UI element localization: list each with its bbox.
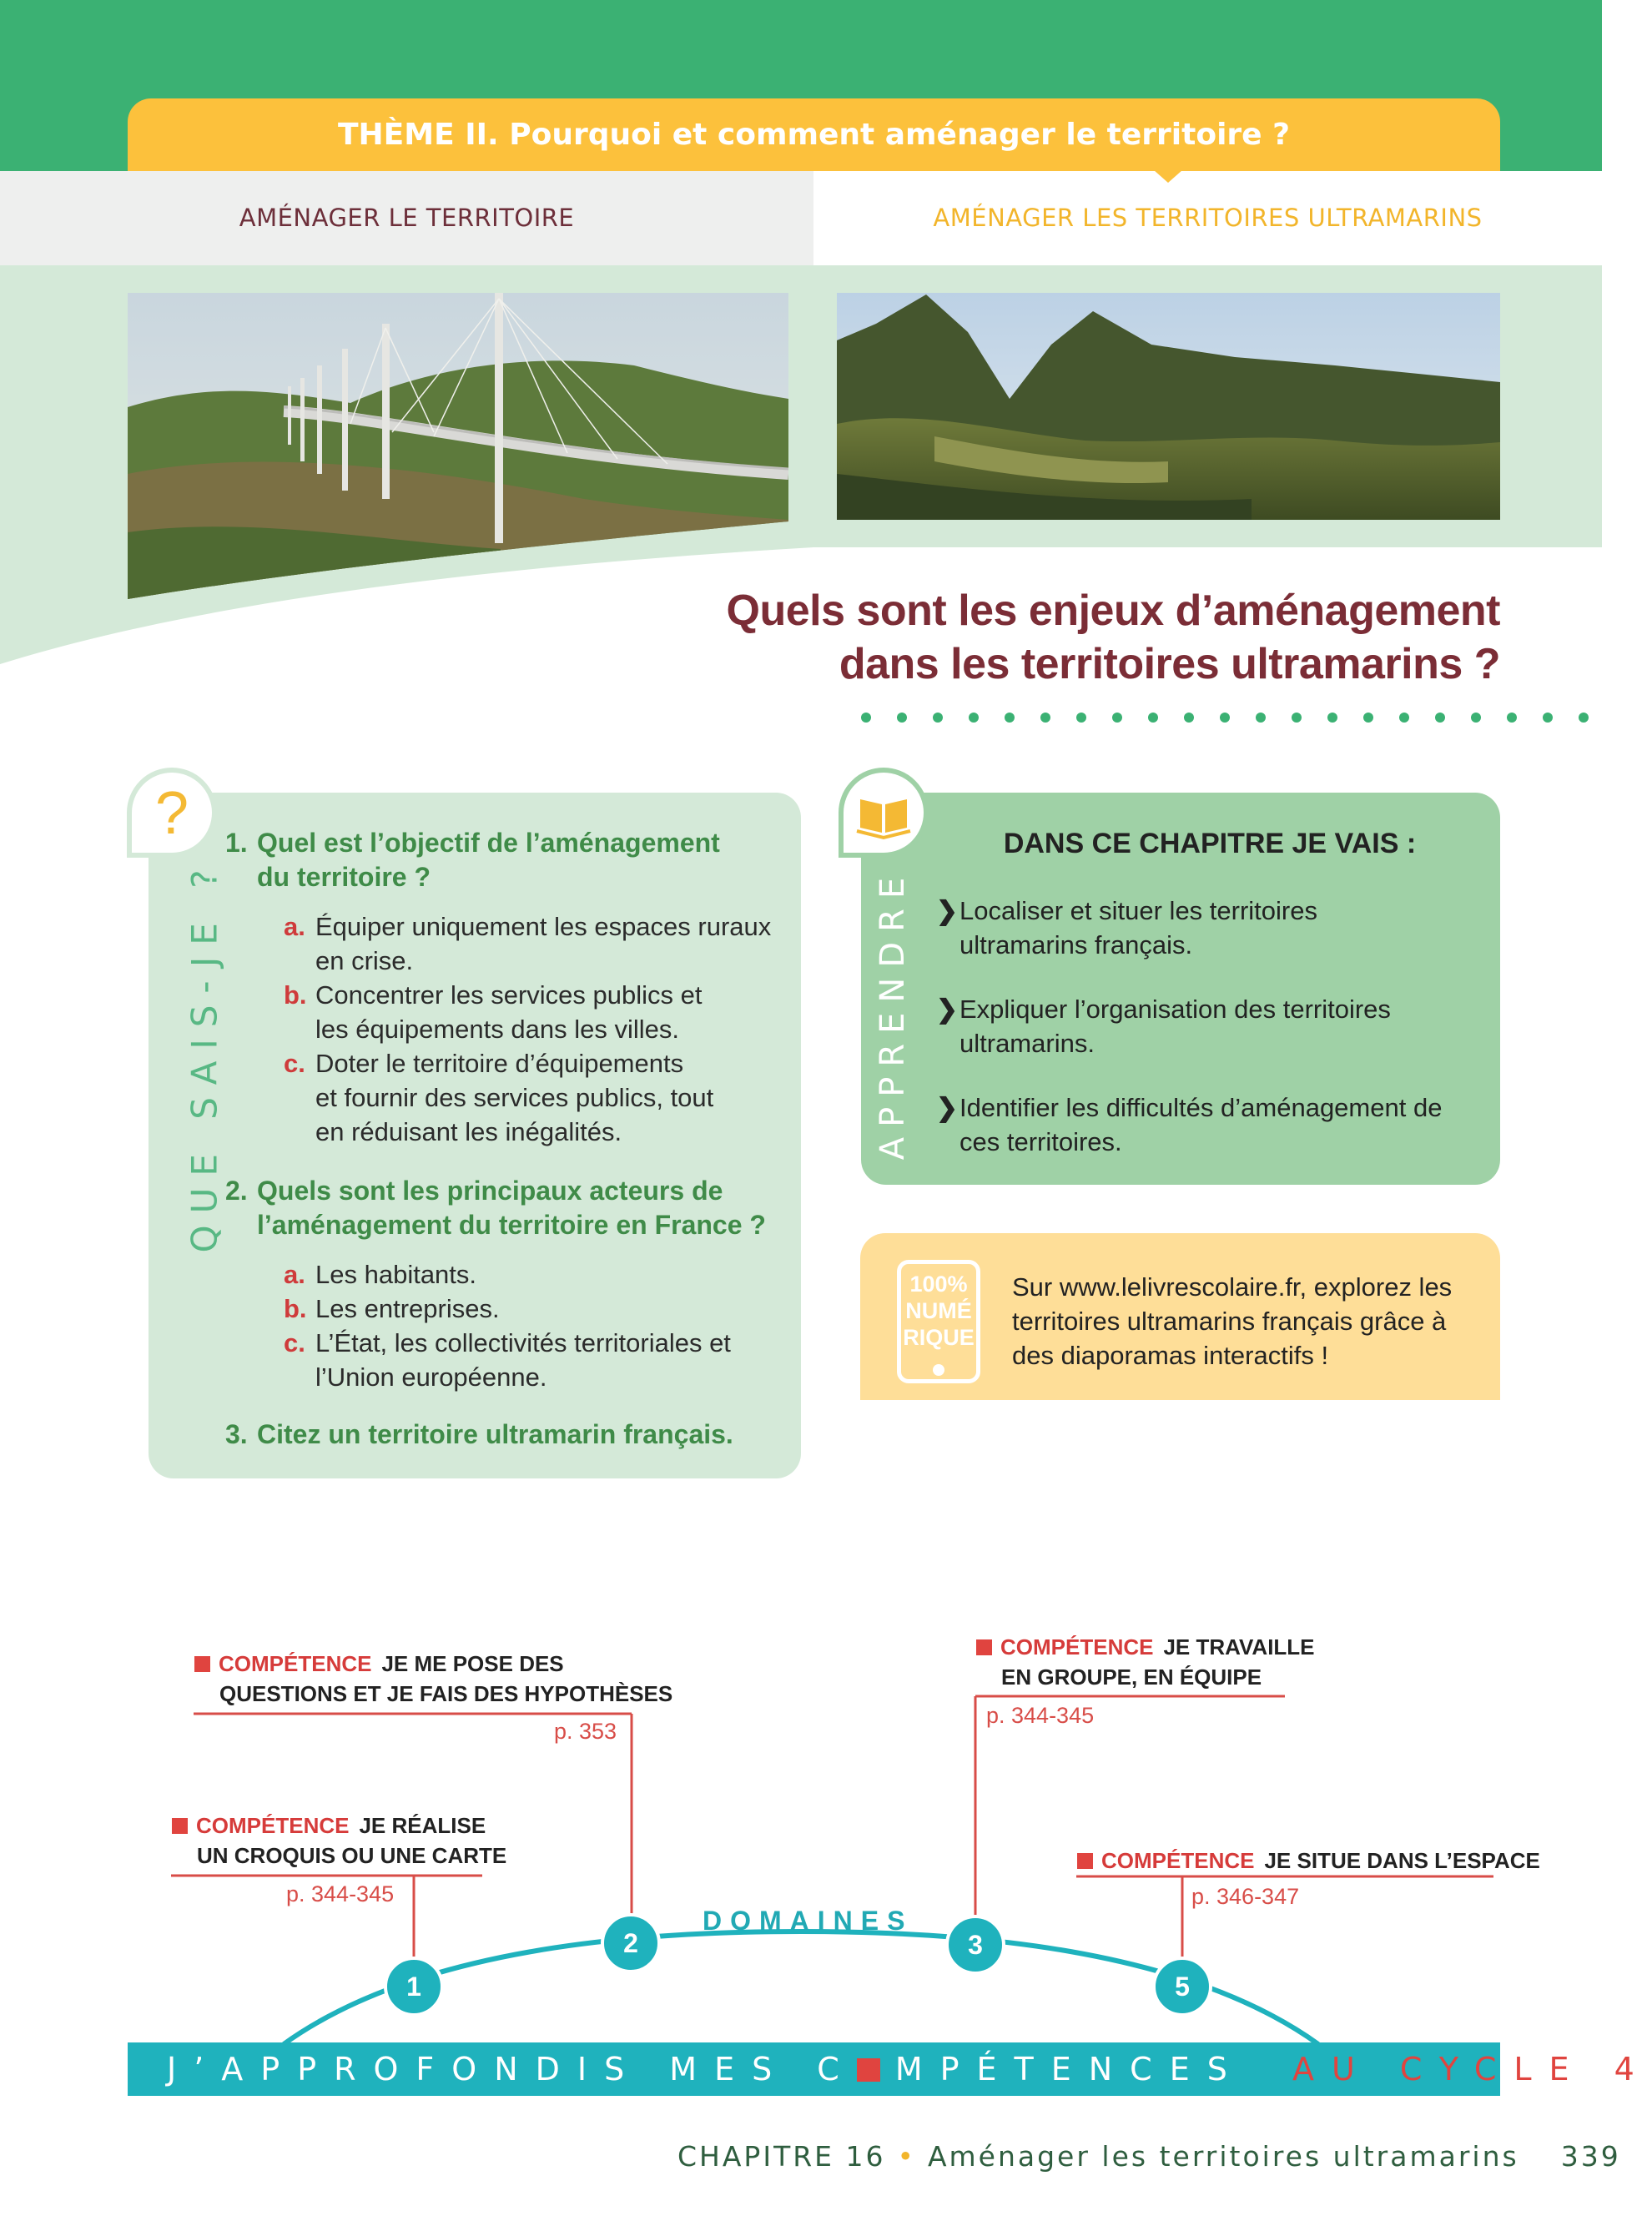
- divider-dot: [1220, 713, 1230, 723]
- competence-hypotheses: COMPÉTENCE JE ME POSE DES QUESTIONS ET JE FAIS DES HYPOTHÈSES: [194, 1649, 672, 1709]
- divider-dot: [897, 713, 907, 723]
- divider-dot: [861, 713, 871, 723]
- title-line-2: dans les territoires ultramarins ?: [839, 640, 1500, 688]
- quiz-vertical-label: QUE SAIS-JE ?: [184, 858, 225, 1253]
- divider-dot: [1040, 713, 1050, 723]
- divider-dot: [969, 713, 979, 723]
- answer-option[interactable]: c. Doter le territoire d’équipements et fournir des services publics, tout en réduisant les inégalités.: [284, 1049, 714, 1146]
- tab-territoires-ultramarins[interactable]: AMÉNAGER LES TERRITOIRES ULTRAMARINS: [813, 171, 1602, 265]
- divider-dot: [1471, 713, 1481, 723]
- competence-croquis: COMPÉTENCE JE RÉALISE UN CROQUIS OU UNE CARTE: [172, 1811, 506, 1871]
- divider-dot: [1543, 713, 1553, 723]
- divider-dot: [1399, 713, 1409, 723]
- page-ref-link[interactable]: p. 344-345: [986, 1703, 1095, 1728]
- answer-option[interactable]: a. Équiper uniquement les espaces ruraux en crise.: [284, 912, 772, 975]
- title-line-1: Quels sont les enjeux d’aménagement: [726, 587, 1500, 635]
- answer-option[interactable]: a. Les habitants.: [284, 1260, 477, 1289]
- divider-dot: [1076, 713, 1086, 723]
- divider-dot: [1579, 713, 1589, 723]
- divider-dot: [1148, 713, 1158, 723]
- domain-node[interactable]: 5: [1152, 1957, 1212, 2017]
- dotted-divider: [859, 709, 1602, 726]
- red-square-icon: [857, 2058, 880, 2082]
- domain-node[interactable]: 1: [384, 1957, 444, 2017]
- competence-espace: COMPÉTENCE JE SITUE DANS L’ESPACE: [1077, 1846, 1540, 1876]
- question-1: [225, 826, 793, 1149]
- numerique-text[interactable]: Sur www.lelivrescolaire.fr, explorez les territoires ultramarins français grâce à des diaporamas interactifs !: [1012, 1272, 1453, 1370]
- question-2-title: 2. Quels sont les principaux acteurs de l’aménagement du territoire en France ?: [225, 1176, 766, 1240]
- divider-dot: [1184, 713, 1194, 723]
- divider-dot: [1112, 713, 1122, 723]
- apprendre-vertical-label: APPRENDRE: [874, 867, 912, 1161]
- divider-dot: [933, 713, 943, 723]
- chevron-right-icon: ❯: [936, 896, 958, 925]
- divider-dot: [1005, 713, 1015, 723]
- question-3-title: 3. Citez un territoire ultramarin français.: [225, 1419, 733, 1449]
- answer-option[interactable]: b. Les entreprises.: [284, 1294, 500, 1323]
- apprendre-heading: DANS CE CHAPITRE JE VAIS :: [1003, 828, 1417, 859]
- mountain-photo: [837, 293, 1500, 520]
- smartphone-icon: 100% NUMÉ RIQUE: [897, 1260, 980, 1383]
- footer-chapter: CHAPITRE 16: [677, 2140, 886, 2173]
- footer-title: Aménager les territoires ultramarins: [927, 2140, 1519, 2173]
- competence-groupe: COMPÉTENCE JE TRAVAILLE EN GROUPE, EN ÉQUIPE: [976, 1632, 1315, 1692]
- domains-label: DOMAINES: [703, 1906, 914, 1936]
- objective-item: ❯ Localiser et situer les territoires ultramarins français.: [936, 894, 1470, 962]
- tab-amenager-territoire[interactable]: AMÉNAGER LE TERRITOIRE: [0, 171, 813, 265]
- divider-dot: [1363, 713, 1373, 723]
- chevron-right-icon: ❯: [936, 1093, 958, 1122]
- book-icon: [839, 768, 929, 858]
- question-3: [225, 1418, 793, 1452]
- page-number: 339: [1560, 2140, 1621, 2173]
- answer-option[interactable]: c. L’État, les collectivités territoriales et l’Union européenne.: [284, 1328, 731, 1392]
- domain-node[interactable]: 2: [601, 1913, 661, 1973]
- divider-dot: [1256, 713, 1266, 723]
- page-ref-link[interactable]: p. 344-345: [286, 1881, 395, 1906]
- page-footer: CHAPITRE 16 • Aménager les territoires ultramarins 339: [677, 2140, 1621, 2173]
- page-ref-link[interactable]: p. 353: [554, 1719, 617, 1744]
- answer-option[interactable]: b. Concentrer les services publics et les équipements dans les villes.: [284, 980, 703, 1044]
- domain-node[interactable]: 3: [945, 1915, 1005, 1975]
- question-2: [225, 1174, 793, 1394]
- objective-item: ❯ Identifier les difficultés d’aménagement de ces territoires.: [936, 1090, 1470, 1159]
- active-tab-notch: [1154, 170, 1182, 183]
- chevron-right-icon: ❯: [936, 995, 958, 1024]
- page-ref-link[interactable]: p. 346-347: [1191, 1884, 1300, 1909]
- divider-dot: [1292, 713, 1302, 723]
- theme-title: THÈME II. Pourquoi et comment aménager le territoire ?: [128, 98, 1500, 172]
- cycle-banner-text: J’APPROFONDIS MES C MPÉTENCES AU CYCLE 4: [167, 2051, 1652, 2088]
- question-1-title: 1. Quel est l’objectif de l’aménagement du territoire ?: [225, 828, 720, 892]
- divider-dot: [1435, 713, 1445, 723]
- chapter-question-title: [718, 584, 1500, 691]
- divider-dot: [1327, 713, 1337, 723]
- objective-item: ❯ Expliquer l’organisation des territoires ultramarins.: [936, 992, 1470, 1060]
- question-mark-icon: ?: [127, 768, 217, 858]
- divider-dot: [1507, 713, 1517, 723]
